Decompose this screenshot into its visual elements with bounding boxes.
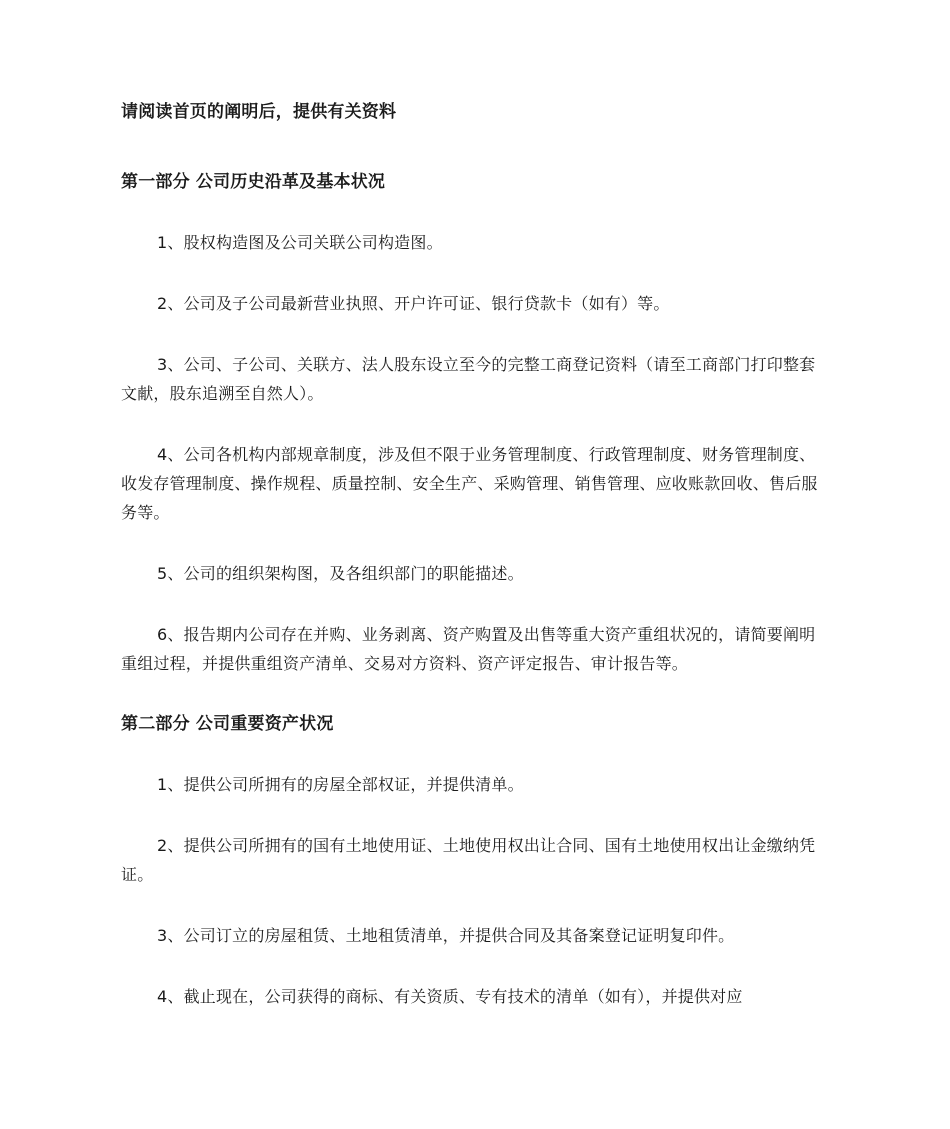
section-2-title: 第二部分 公司重要资产状况 (121, 714, 334, 734)
section-1-item-4: 4、公司各机构内部规章制度，涉及但不限于业务管理制度、行政管理制度、财务管理制度、收发存管理制度、操作规程、质量控制、安全生产、采购管理、销售管理、应收账款回收、售后服务等。 (121, 445, 818, 522)
document-content (121, 98, 829, 1043)
section-1-title: 第一部分 公司历史沿革及基本状况 (121, 172, 386, 192)
section-2-item-3: 3、公司订立的房屋租赁、土地租赁清单，并提供合同及其备案登记证明复印件。 (157, 926, 735, 945)
section-2-item-4: 4、截止现在，公司获得的商标、有关资质、专有技术的清单（如有），并提供对应 (157, 987, 743, 1006)
section-1-item-6: 6、报告期内公司存在并购、业务剥离、资产购置及出售等重大资产重组状况的，请简要阐明重组过程，并提供重组资产清单、交易对方资料、资产评定报告、审计报告等。 (121, 625, 816, 673)
intro-text: 请阅读首页的阐明后，提供有关资料 (121, 102, 397, 122)
section-1-item-1: 1、股权构造图及公司关联公司构造图。 (157, 233, 443, 252)
section-2-item-1: 1、提供公司所拥有的房屋全部权证，并提供清单。 (157, 775, 524, 794)
section-1-item-5: 5、公司的组织架构图，及各组织部门的职能描述。 (157, 564, 524, 583)
section-1-item-3: 3、公司、子公司、关联方、法人股东设立至今的完整工商登记资料（请至工商部门打印整套文献，股东追溯至自然人）。 (121, 355, 816, 403)
section-1-item-2: 2、公司及子公司最新营业执照、开户许可证、银行贷款卡（如有）等。 (157, 294, 670, 313)
section-2-item-2: 2、提供公司所拥有的国有土地使用证、土地使用权出让合同、国有土地使用权出让金缴纳凭证。 (121, 836, 816, 884)
